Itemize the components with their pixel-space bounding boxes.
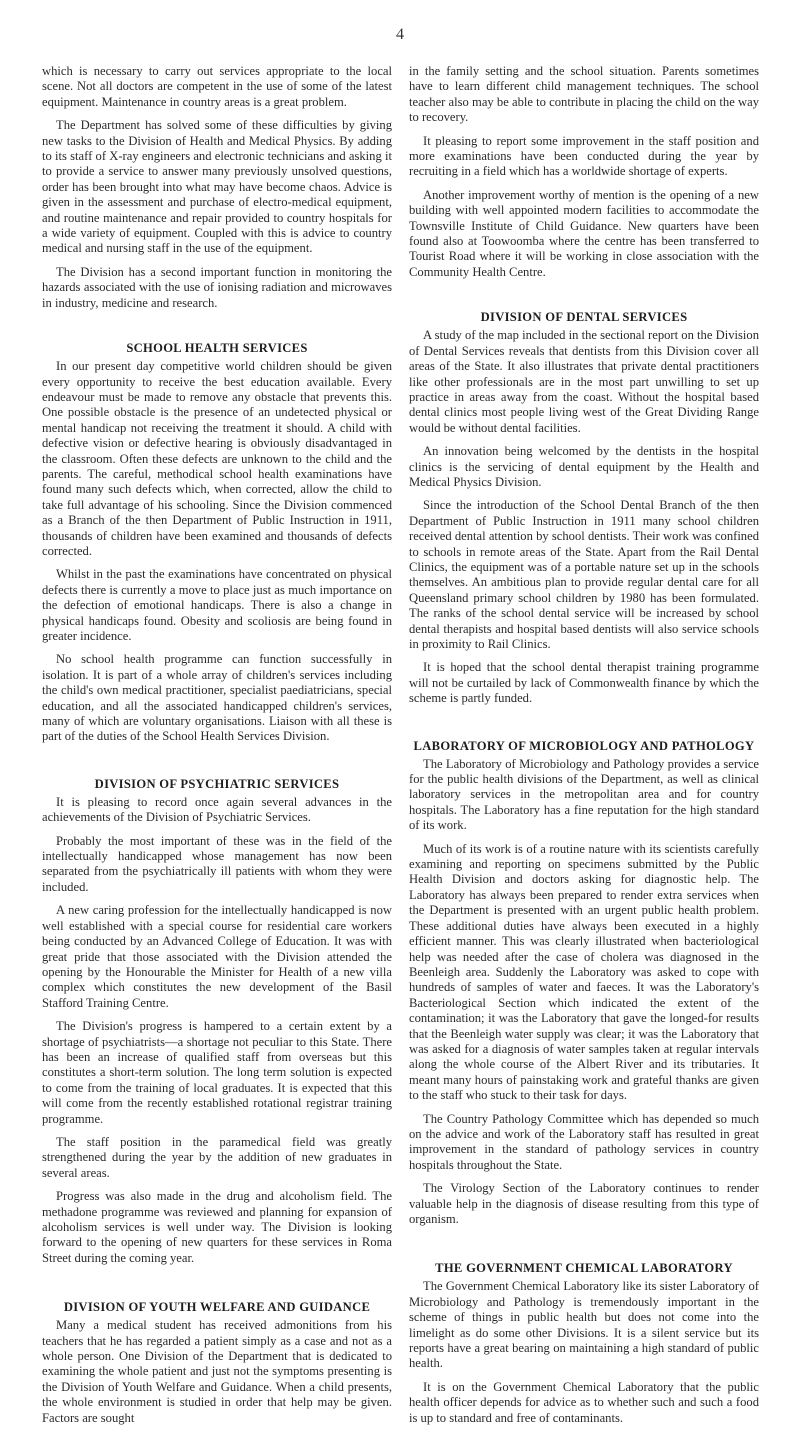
paragraph: The staff position in the paramedical field was greatly strengthened during the year by the addition of new graduates in several areas. xyxy=(42,1134,392,1180)
section-heading: THE GOVERNMENT CHEMICAL LABORATORY xyxy=(435,1261,733,1276)
page-number: 4 xyxy=(396,26,404,43)
paragraph: in the family setting and the school situation. Parents sometimes have to learn different child management techniques. The school teacher also may be able to contribute in placing the child on the way to recovery. xyxy=(409,64,759,125)
section-heading: DIVISION OF YOUTH WELFARE AND GUIDANCE xyxy=(63,1300,371,1315)
paragraph: Much of its work is of a routine nature with its scientists carefully examining and reporting on specimens submitted by the Public Health Division and doctors asking for diagnostic help. The Laboratory has always been prepared to render extra services when the Department is presented with an urgent public health problem. These additional duties have always been executed in a highly efficient manner. This was clearly illustrated when bacteriological help was needed after the case of cholera was diagnosed in the Beenleigh area. Suddenly the Laboratory was asked to cope with hundreds of samples of water and faeces. It was the Laboratory's Bacteriological Section which indicated the extent of the contamination; it was the Laboratory that gave the longed-for results that the Beenleigh water supply was clear; it was the Laboratory that was asked for a diagnosis of water samples taken at regular intervals along the whole course of the Albert River and its tributaries. It meant many hours of painstaking work and grateful thanks are given to the staff who stuck to their task for days. xyxy=(409,841,759,1103)
paragraph: An innovation being welcomed by the dentists in the hospital clinics is the servicing of dental equipment by the Health and Medical Physics Division. xyxy=(409,444,759,489)
section-heading: DIVISION OF DENTAL SERVICES xyxy=(480,310,688,325)
paragraph: which is necessary to carry out services appropriate to the local scene. Not all doctors are competent in the use of some of the latest equipment. Maintenance in country areas is a great problem. xyxy=(42,64,392,109)
youth-welfare-section xyxy=(42,1300,392,1426)
paragraph: The Division's progress is hampered to a certain extent by a shortage of psychiatrists—a shortage not peculiar to this State. There has been an increase of qualified staff from overseas but this constitutes a short-term solution. The long term solution is expected to come from the training of local graduates. It is expected that this will come from the recently established rotational registrar training programme. xyxy=(42,1019,392,1126)
paragraph: The Laboratory of Microbiology and Pathology provides a service for the public health divisions of the Department, as well as clinical laboratory services in the metropolitan area and for country hospitals. The Laboratory has a fine reputation for the high standard of its work. xyxy=(409,756,759,833)
left-column xyxy=(42,64,392,1434)
paragraph: No school health programme can function successfully in isolation. It is part of a whole array of children's services including the child's own medical practitioner, specialist paediatricians, special education, and all the associated handicapped children's services, many of which are voluntary organisations. Liaison with all these is part of the duties of the School Health Services Division. xyxy=(42,652,392,744)
paragraph: The Department has solved some of these difficulties by giving new tasks to the Division of Health and Medical Physics. By adding to its staff of X-ray engineers and electronic technicians and asking it to provide a service to answer many previously unsolved questions, order has been brought into what may have become chaos. Advice is given in the assessment and purchase of electro-medical equipment, and routine maintenance and repair provided to country hospitals for a wide variety of equipment. Coupled with this is advice to country medical and nursing staff in the use of the equipment. xyxy=(42,118,392,256)
paragraph: The Virology Section of the Laboratory continues to render valuable help in the diagnosis of disease resulting from this type of organism. xyxy=(409,1181,759,1226)
school-health-section xyxy=(42,341,392,745)
paragraph: It pleasing to report some improvement in the staff position and more examinations have been conducted during the year by recruiting in a field which has a worldwide shortage of experts. xyxy=(409,133,759,179)
section-heading: DIVISION OF PSYCHIATRIC SERVICES xyxy=(94,776,340,791)
intro-section xyxy=(42,64,392,311)
paragraph: The Government Chemical Laboratory like its sister Laboratory of Microbiology and Pathology is tremendously important in the scheme of things in public health but does not come into the limelight as do some other Divisions. It is a silent service but its reports have a great bearing on maintaining a high standard of public health. xyxy=(409,1279,759,1371)
paragraph: It is hoped that the school dental therapist training programme will not be curtailed by lack of Commonwealth finance by which the scheme is partly funded. xyxy=(409,660,759,706)
laboratory-section xyxy=(409,739,759,1228)
paragraph: It is pleasing to record once again several advances in the achievements of the Division of Psychiatric Services. xyxy=(42,794,392,825)
section-heading: LABORATORY OF MICROBIOLOGY AND PATHOLOGY xyxy=(413,738,755,753)
dental-section xyxy=(409,310,759,706)
paragraph: Whilst in the past the examinations have concentrated on physical defects there is currently a move to place just as much importance on the defection of emotional handicaps. There is also a change in physical handicaps found. Obesity and scoliosis are being found in greater incidence. xyxy=(42,567,392,643)
chemical-laboratory-section xyxy=(409,1261,759,1426)
paragraph: Probably the most important of these was in the field of the intellectually handicapped whose management has now been separated from the psychiatrically ill patients with whom they were included. xyxy=(42,833,392,894)
paragraph: Progress was also made in the drug and alcoholism field. The methadone programme was reviewed and planning for expansion of alcoholism services is well under way. The Division is looking forward to the opening of new quarters for these services in Roma Street during the coming year. xyxy=(42,1189,392,1265)
paragraph: Another improvement worthy of mention is the opening of a new building with well appointed modern facilities to accommodate the Townsville Institute of Child Guidance. New quarters have been found also at Toowoomba where the centre has been transferred to Tourist Road where it will be working in close association with the Community Health Centre. xyxy=(409,187,759,279)
paragraph: Since the introduction of the School Dental Branch of the then Department of Public Instruction in 1911 many school children received dental attention by school dentists. Their work was confined to schools in remote areas of the State. Apart from the Rail Dental Clinics, the equipment was of a portable nature set up in the schools themselves. An ambitious plan to provide regular dental care for all Queensland primary school children by 1980 has been formulated. The ranks of the school dental service will be increased by school dental therapists and hospital based dentists will also service schools in proximity to Rail Clinics. xyxy=(409,498,759,651)
paragraph: A new caring profession for the intellectually handicapped is now well established with a special course for residential care workers being conducted by an Advanced College of Education. It was with great pride that those associated with the Division attended the opening by the Honourable the Minister for Health of a new villa complex which constitutes the new development of the Basil Stafford Training Centre. xyxy=(42,903,392,1010)
paragraph: Many a medical student has received admonitions from his teachers that he has regarded a patient simply as a case and not as a whole person. One Division of the Department that is dedicated to examining the whole patient and just not the symptoms presenting is the Division of Youth Welfare and Guidance. When a child presents, the whole environment is studied in order that help may be given. Factors are sought xyxy=(42,1318,392,1425)
youth-welfare-continued xyxy=(409,64,759,280)
psychiatric-section xyxy=(42,777,392,1266)
right-column xyxy=(409,64,759,1434)
paragraph: A study of the map included in the sectional report on the Division of Dental Services reveals that dentists from this Division cover all areas of the State. It also illustrates that private dental practitioners like other professionals are in the most part unwilling to set up practice in areas away from the coast. Without the hospital based dental clinics most people living west of the Great Dividing Range would be without dental facilities. xyxy=(409,328,759,435)
paragraph: The Division has a second important function in monitoring the hazards associated with the use of ionising radiation and microwaves in industry, medicine and research. xyxy=(42,264,392,310)
section-heading: SCHOOL HEALTH SERVICES xyxy=(126,341,308,356)
paragraph: The Country Pathology Committee which has depended so much on the advice and work of the Laboratory staff has resulted in great improvement in the standard of pathology services in country hospitals throughout the State. xyxy=(409,1111,759,1172)
paragraph: It is on the Government Chemical Laboratory that the public health officer depends for advice as to whether such and such a food is up to standard and free of contaminants. xyxy=(409,1379,759,1425)
paragraph: In our present day competitive world children should be given every opportunity to receive the best education available. Every endeavour must be made to remove any obstacle that prevents this. One possible obstacle is the presence of an undetected physical or mental handicap not receiving the treatment it should. A child with defective vision or defective hearing is obviously disadvantaged in the classroom. Often these defects are unknown to the child and the parents. The careful, methodical school health examinations have found many such defects which, when corrected, allow the child to take full advantage of his schooling. Since the Division commenced as a Branch of the then Department of Public Instruction in 1911, thousands of children have been examined and thousands of defects corrected. xyxy=(42,359,392,558)
